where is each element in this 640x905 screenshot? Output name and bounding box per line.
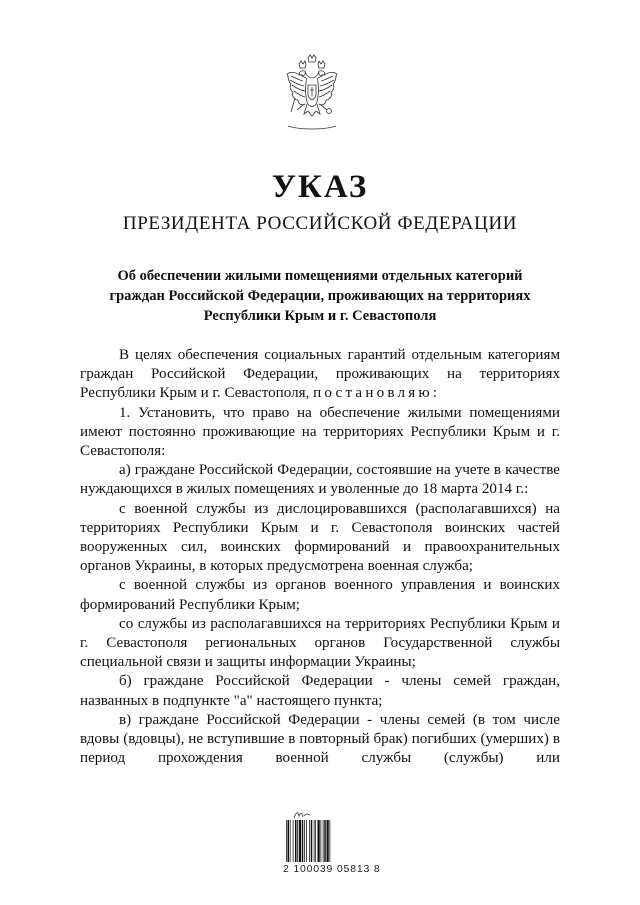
barcode-number: 2 100039 05813 8	[283, 863, 381, 875]
handwritten-initials-icon	[293, 810, 311, 820]
heading-line: граждан Российской Федерации, проживающих на территориях	[109, 288, 531, 304]
coat-of-arms-icon	[285, 54, 339, 150]
decree-word: постановляю:	[313, 385, 441, 402]
body-paragraph: с военной службы из дислоцировавшихся (располагавшихся) на территориях Республики Крым и г. Севастополя воинских частей вооруженных сил, воинских формирований и правоохранительных органов Украины, в которых предусмотрена военная служба;	[80, 500, 560, 575]
barcode-icon	[286, 820, 350, 862]
document-title: УКАЗ	[271, 169, 369, 205]
body-paragraph: в) граждане Российской Федерации - члены семей (в том числе вдовы (вдовцы), не вступившие в повторный брак) погибших (умерших) в период прохождения военной службы (службы) или	[80, 711, 560, 767]
decree-body	[80, 346, 560, 768]
body-paragraph: 1. Установить, что право на обеспечение жилыми помещениями имеют постоянно проживающие на территориях Республики Крым и г. Севастополя:	[80, 404, 560, 460]
body-paragraph: б) граждане Российской Федерации - члены семей граждан, названных в подпункте "а" настоящего пункта;	[80, 673, 560, 709]
heading-line: Республики Крым и г. Севастополя	[203, 308, 437, 324]
decree-heading	[80, 266, 560, 326]
barcode-block	[283, 810, 381, 880]
document-subtitle: ПРЕЗИДЕНТА РОССИЙСКОЙ ФЕДЕРАЦИИ	[122, 213, 518, 234]
preamble-text: В целях обеспечения социальных гарантий отдельным категориям граждан Российской Федерации, проживающих на территориях Республики Крым и г. Севастополя,	[80, 347, 560, 402]
heading-line: Об обеспечении жилыми помещениями отдельных категорий	[117, 268, 523, 284]
body-paragraph: со службы из располагавшихся на территориях Республики Крым и г. Севастополя региональных органов Государственной службы специальной связи и защиты информации Украины;	[80, 615, 560, 671]
body-paragraph: а) граждане Российской Федерации, состоявшие на учете в качестве нуждающихся в жилых помещениях и уволенные до 18 марта 2014 г.:	[80, 462, 560, 498]
body-paragraph: с военной службы из органов военного управления и воинских формирований Республики Крым;	[80, 577, 560, 613]
preamble-paragraph	[80, 346, 560, 404]
